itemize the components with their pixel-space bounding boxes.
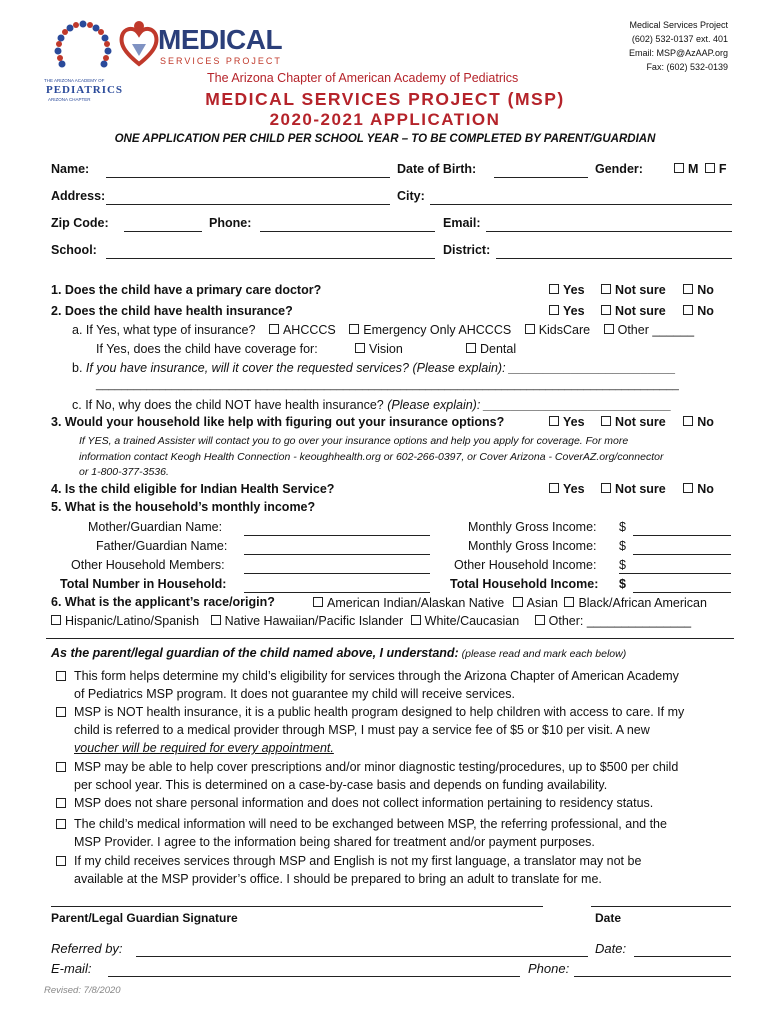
revised-date: Revised: 7/8/2020 (44, 985, 121, 996)
city-field[interactable] (430, 204, 732, 205)
q1-options (549, 283, 714, 297)
race-hawaiian-label: Native Hawaiian/Pacific Islander (224, 614, 404, 628)
q4-yes-label: Yes (563, 482, 585, 496)
mgi-2-label: Monthly Gross Income: (468, 539, 597, 553)
address-label: Address: (51, 189, 106, 203)
q1-text: 1. Does the child have a primary care doctor? (51, 283, 322, 297)
other-insurance-label: Other ______ (617, 323, 695, 337)
dental-checkbox[interactable] (466, 343, 476, 353)
address-field[interactable] (106, 204, 390, 205)
ack-2-checkbox[interactable] (56, 707, 66, 717)
gender-f-label: F (718, 162, 727, 176)
ack-item-6 (56, 852, 641, 888)
ack-5-checkbox[interactable] (56, 819, 66, 829)
ack-item-1 (56, 667, 679, 703)
q2-notsure-label: Not sure (615, 304, 666, 318)
q2-options (549, 304, 714, 318)
signature-label: Parent/Legal Guardian Signature (51, 911, 238, 925)
mother-field[interactable] (244, 535, 430, 536)
logo-services-text: SERVICES PROJECT (160, 56, 282, 66)
race-asian-checkbox[interactable] (513, 597, 523, 607)
ack-item-4 (56, 794, 653, 812)
contact-email: Email: MSP@AzAAP.org (628, 48, 728, 58)
email-field[interactable] (486, 231, 732, 232)
chapter-heading: The Arizona Chapter of American Academy of Pediatrics (207, 71, 519, 85)
q1-notsure-checkbox[interactable] (601, 284, 611, 294)
ack-3-line: MSP may be able to help cover prescriptions and/or minor diagnostic testing/procedures, up to $500 per child (74, 760, 679, 774)
thi-field[interactable] (633, 592, 731, 593)
contact-org: Medical Services Project (629, 20, 728, 30)
q2-no-checkbox[interactable] (683, 305, 693, 315)
q2-text: 2. Does the child have health insurance? (51, 304, 293, 318)
q3-note-line: or 1-800-377-3536. (79, 466, 169, 478)
contact-fax: Fax: (602) 532-0139 (646, 62, 728, 72)
race-black-checkbox[interactable] (564, 597, 574, 607)
q2a-lead: a. If Yes, what type of insurance? (72, 323, 256, 337)
city-label: City: (397, 189, 425, 203)
q3-text: 3. Would your household like help with figuring out your insurance options? (51, 415, 505, 429)
referred-date-label: Date: (595, 941, 627, 956)
section-divider (46, 638, 734, 639)
mgi-1-dollar: $ (619, 520, 626, 534)
msp-logo (118, 20, 283, 70)
q4-notsure-label: Not sure (615, 482, 666, 496)
logo-pediatrics-text: PEDIATRICS (46, 84, 124, 96)
name-field[interactable] (106, 177, 390, 178)
gender-options (674, 162, 727, 176)
mgi-2-field[interactable] (633, 554, 731, 555)
race-black-label: Black/African American (578, 596, 707, 610)
q2-yes-checkbox[interactable] (549, 305, 559, 315)
race-row-2 (51, 614, 691, 628)
vision-label: Vision (369, 342, 403, 356)
q3-notsure-label: Not sure (615, 415, 666, 429)
ohi-field[interactable] (619, 573, 731, 574)
zip-field[interactable] (124, 231, 202, 232)
race-white-label: White/Caucasian (424, 614, 520, 628)
q4-no-checkbox[interactable] (683, 483, 693, 493)
ack-1-checkbox[interactable] (56, 671, 66, 681)
race-other-label: Other: _______________ (548, 614, 692, 628)
heart-person-icon (118, 20, 160, 68)
total-number-field[interactable] (244, 592, 430, 593)
q2c-prefix: c. If No, why does the child NOT have health insurance? (72, 398, 388, 412)
ack-5-line: The child’s medical information will need to be exchanged between MSP, the referring professional, and the (74, 817, 667, 831)
total-number-label: Total Number in Household: (60, 577, 227, 591)
mgi-1-field[interactable] (633, 535, 731, 536)
q1-no-checkbox[interactable] (683, 284, 693, 294)
understand-lead: As the parent/legal guardian of the child named above, I understand: (51, 646, 459, 660)
ohi-label: Other Household Income: (454, 558, 597, 572)
ack-2-line: MSP is NOT health insurance, it is a public health program designed to help children with access to care. If my (74, 705, 685, 719)
ack-1-line: of Pediatrics MSP program. It does not guarantee my child will receive services. (74, 687, 515, 701)
ack-5-line: MSP Provider. I agree to the information being shared for treatment and/or payment purposes. (74, 835, 595, 849)
mgi-2-dollar: $ (619, 539, 626, 553)
q1-no-label: No (697, 283, 714, 297)
zip-label: Zip Code: (51, 216, 109, 230)
q3-note (79, 434, 663, 481)
q2-no-label: No (697, 304, 714, 318)
q2c-text: (Please explain): ___________________________ (387, 398, 672, 412)
coverage-lead: If Yes, does the child have coverage for: (96, 342, 318, 356)
q2b-prefix: b. (72, 361, 86, 375)
thi-dollar: $ (619, 577, 626, 591)
q3-yes-checkbox[interactable] (549, 416, 559, 426)
emergency-ahcccs-label: Emergency Only AHCCCS (363, 323, 512, 337)
other-members-label: Other Household Members: (71, 558, 225, 572)
form-year: 2020-2021 APPLICATION (269, 110, 501, 129)
understand-heading (51, 646, 626, 660)
mother-label: Mother/Guardian Name: (88, 520, 223, 534)
q2-yes-label: Yes (563, 304, 585, 318)
ack-3-line: per school year. This is determined on a case-by-case basis and depends on funding availability. (74, 778, 608, 792)
phone-field[interactable] (260, 231, 435, 232)
race-other-checkbox[interactable] (535, 615, 545, 625)
understand-note: (please read and mark each below) (458, 648, 627, 660)
vision-checkbox[interactable] (355, 343, 365, 353)
q3-no-label: No (697, 415, 714, 429)
referrer-email-field[interactable] (108, 976, 520, 977)
district-field[interactable] (496, 258, 732, 259)
father-label: Father/Guardian Name: (96, 539, 228, 553)
father-field[interactable] (244, 554, 430, 555)
q2-notsure-checkbox[interactable] (601, 305, 611, 315)
referred-date-field[interactable] (634, 956, 731, 957)
logo-academy-text: THE ARIZONA ACADEMY OF (44, 78, 105, 83)
q1-yes-label: Yes (563, 283, 585, 297)
signature-field[interactable] (51, 906, 543, 907)
ack-3-checkbox[interactable] (56, 762, 66, 772)
race-row-1 (313, 596, 707, 610)
ack-4-checkbox[interactable] (56, 798, 66, 808)
vision-option (355, 342, 403, 356)
ack-item-5 (56, 815, 667, 851)
emergency-ahcccs-checkbox[interactable] (349, 324, 359, 334)
q3-note-line: information contact Keogh Health Connection - keoughhealth.org or 602-266-0397, or Cover Arizona - CoverAZ.org/connector (79, 450, 664, 463)
children-circle-icon (44, 16, 122, 80)
q3-options (549, 415, 714, 429)
dental-option (466, 342, 516, 356)
dob-label: Date of Birth: (397, 162, 477, 176)
other-insurance-checkbox[interactable] (604, 324, 614, 334)
school-label: School: (51, 243, 97, 257)
q2b-text: If you have insurance, will it cover the requested services? (Please explain): ________________________ (85, 361, 676, 375)
kidscare-label: KidsCare (538, 323, 591, 337)
race-hispanic-label: Hispanic/Latino/Spanish (65, 614, 200, 628)
referrer-phone-label: Phone: (528, 961, 570, 976)
mgi-1-label: Monthly Gross Income: (468, 520, 597, 534)
ack-item-2 (56, 703, 684, 757)
q3-no-checkbox[interactable] (683, 416, 693, 426)
q2b-blank-line[interactable]: ____________________________________________________________________________________________ (96, 379, 679, 391)
q4-text: 4. Is the child eligible for Indian Health Service? (51, 482, 335, 496)
kidscare-checkbox[interactable] (525, 324, 535, 334)
signature-date-label: Date (595, 911, 622, 925)
race-white-checkbox[interactable] (411, 615, 421, 625)
ahcccs-label: AHCCCS (282, 323, 336, 337)
q3-note-line: If YES, a trained Assister will contact you to go over your insurance options and help you apply for coverage. For more (79, 435, 629, 447)
q4-notsure-checkbox[interactable] (601, 483, 611, 493)
form-title: MEDICAL SERVICES PROJECT (MSP) (205, 89, 565, 109)
referred-field[interactable] (136, 956, 588, 957)
race-native-label: American Indian/Alaskan Native (327, 596, 505, 610)
ohi-dollar: $ (619, 558, 626, 572)
dental-label: Dental (480, 342, 517, 356)
form-instruction: ONE APPLICATION PER CHILD PER SCHOOL YEAR – TO BE COMPLETED BY PARENT/GUARDIAN (114, 133, 656, 145)
ack-item-3 (56, 758, 678, 794)
q4-options (549, 482, 714, 496)
ahcccs-checkbox[interactable] (269, 324, 279, 334)
q2c-row (72, 398, 672, 412)
ack-1-line: This form helps determine my child’s eligibility for services through the Arizona Chapter of American Academy (74, 669, 679, 683)
school-field[interactable] (106, 258, 435, 259)
email-label: Email: (443, 216, 481, 230)
other-members-field[interactable] (244, 573, 430, 574)
signature-date-field[interactable] (591, 906, 731, 907)
referrer-phone-field[interactable] (574, 976, 731, 977)
race-native-checkbox[interactable] (313, 597, 323, 607)
ack-4-line: MSP does not share personal information and does not collect information pertaining to residency status. (74, 796, 654, 810)
district-label: District: (443, 243, 491, 257)
ack-6-line: If my child receives services through MSP and English is not my first language, a translator may not be (74, 854, 642, 868)
q3-notsure-checkbox[interactable] (601, 416, 611, 426)
race-hawaiian-checkbox[interactable] (211, 615, 221, 625)
referrer-email-label: E-mail: (51, 961, 92, 976)
race-asian-label: Asian (526, 596, 558, 610)
q1-notsure-label: Not sure (615, 283, 666, 297)
q2a-row (72, 323, 694, 337)
q6-text: 6. What is the applicant’s race/origin? (51, 595, 275, 609)
q3-yes-label: Yes (563, 415, 585, 429)
ack-2-line: child is referred to a medical provider through MSP, I must pay a service fee of $5 or $10 per visit. A new (74, 723, 650, 737)
ack-2-line: voucher will be required for every appointment. (74, 741, 334, 755)
ack-6-checkbox[interactable] (56, 856, 66, 866)
gender-label: Gender: (595, 162, 643, 176)
race-hispanic-checkbox[interactable] (51, 615, 61, 625)
phone-label: Phone: (209, 216, 252, 230)
ack-6-line: available at the MSP provider’s office. I should be prepared to bring an adult to translate for me. (74, 872, 602, 886)
gender-f-checkbox[interactable] (705, 163, 715, 173)
q2b-row (72, 361, 676, 375)
logo-medical-text: MEDICAL (158, 24, 283, 55)
referred-label: Referred by: (51, 941, 123, 956)
name-label: Name: (51, 162, 90, 176)
dob-field[interactable] (494, 177, 588, 178)
gender-m-checkbox[interactable] (674, 163, 684, 173)
gender-m-label: M (688, 162, 699, 176)
contact-phone: (602) 532-0137 ext. 401 (631, 34, 728, 44)
q1-yes-checkbox[interactable] (549, 284, 559, 294)
contact-block (629, 18, 728, 74)
q4-yes-checkbox[interactable] (549, 483, 559, 493)
q5-text: 5. What is the household’s monthly income? (51, 500, 316, 514)
thi-label: Total Household Income: (450, 577, 599, 591)
logo-chapter-text: ARIZONA CHAPTER (48, 97, 91, 102)
q4-no-label: No (697, 482, 714, 496)
